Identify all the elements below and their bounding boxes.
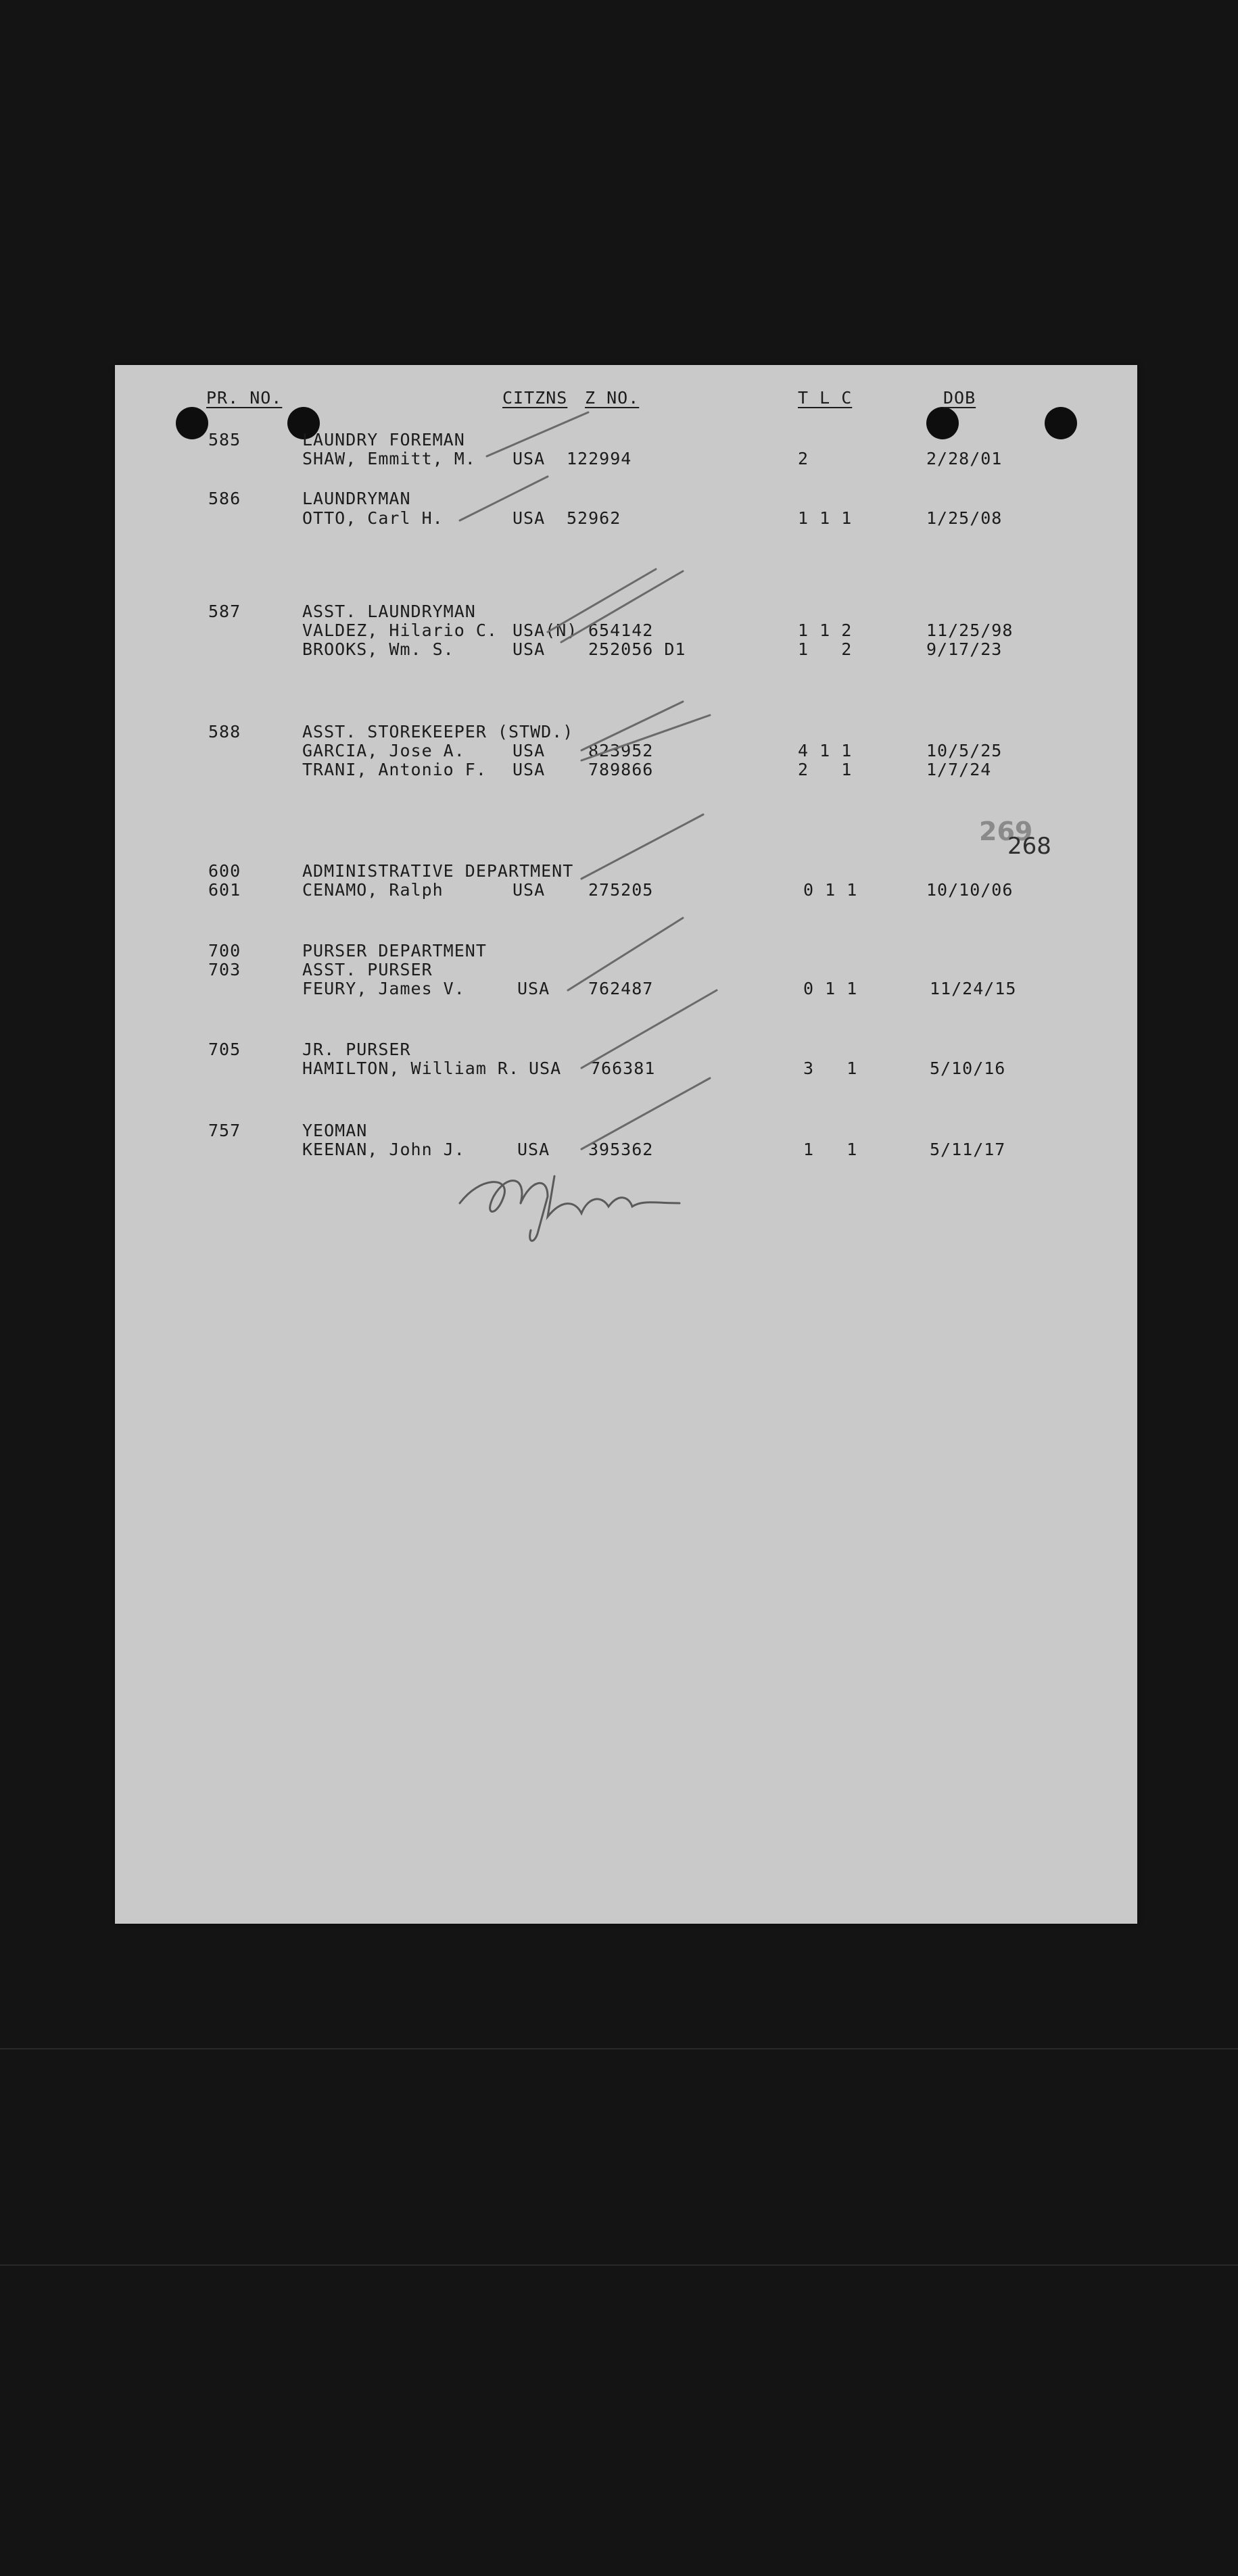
entry-tlc: 0 1 1: [803, 979, 858, 998]
entry-citizenship: USA: [513, 760, 546, 779]
entry-pr-no: 703: [208, 960, 241, 979]
entry-dob: 5/10/16: [930, 1059, 1006, 1078]
entry-z-number: 766381: [590, 1059, 656, 1078]
entry-z-number: 52962: [567, 508, 621, 528]
entry-citizenship: USA: [517, 1140, 550, 1159]
entry-name: SHAW, Emmitt, M.: [302, 449, 476, 468]
page-number-stamp-faded: 269: [979, 817, 1033, 846]
punch-hole-left: [176, 407, 208, 439]
entry-tlc: 1 2: [798, 639, 853, 659]
entry-dob: 2/28/01: [926, 449, 1003, 468]
entry-tlc: 1 1: [803, 1140, 858, 1159]
entry-name: TRANI, Antonio F.: [302, 760, 487, 779]
entry-citizenship: USA: [513, 449, 546, 468]
entry-tlc: 2: [798, 449, 809, 468]
entry-dob: 1/7/24: [926, 760, 992, 779]
entry-citizenship: USA: [513, 880, 546, 900]
entry-title: ASST. STOREKEEPER (STWD.): [302, 722, 574, 742]
entry-pr-no: 700: [208, 941, 241, 961]
entry-citizenship: USA: [513, 741, 546, 760]
entry-title: ADMINISTRATIVE DEPARTMENT: [302, 861, 574, 881]
entry-dob: 10/5/25: [926, 741, 1003, 760]
punch-hole-right-1: [926, 407, 959, 439]
entry-z-number: 789866: [588, 760, 654, 779]
entry-z-number: 122994: [567, 449, 632, 468]
check-mark: [581, 990, 717, 1068]
entry-dob: 1/25/08: [926, 508, 1003, 528]
entry-name: BROOKS, Wm. S.: [302, 639, 454, 659]
entry-title: YEOMAN: [302, 1121, 368, 1140]
entry-z-number: 762487: [588, 979, 654, 998]
entry-citizenship: USA(N): [513, 621, 578, 640]
check-mark: [581, 815, 703, 879]
entry-dob: 9/17/23: [926, 639, 1003, 659]
entry-pr-no: 705: [208, 1040, 241, 1059]
entry-z-number: 395362: [588, 1140, 654, 1159]
entry-pr-no: 586: [208, 489, 241, 508]
entry-title: LAUNDRY FOREMAN: [302, 430, 465, 449]
entry-title: JR. PURSER: [302, 1040, 411, 1059]
entry-pr-no: 585: [208, 430, 241, 449]
entry-tlc: 2 1: [798, 760, 853, 779]
entry-tlc: 4 1 1: [798, 741, 853, 760]
entry-dob: 5/11/17: [930, 1140, 1006, 1159]
entry-title: ASST. LAUNDRYMAN: [302, 602, 476, 621]
header-citzns: CITZNS: [502, 388, 568, 408]
header-dob: DOB: [943, 388, 976, 408]
entry-name: VALDEZ, Hilario C.: [302, 621, 498, 640]
entry-name: GARCIA, Jose A.: [302, 741, 465, 760]
document-page: [115, 365, 1137, 1924]
page-number-stamp: 268: [1007, 833, 1051, 860]
entry-dob: 10/10/06: [926, 880, 1014, 900]
entry-dob: 11/25/98: [926, 621, 1014, 640]
entry-z-number: 252056 D1: [588, 639, 686, 659]
entry-pr-no: 588: [208, 722, 241, 742]
entry-name: FEURY, James V.: [302, 979, 465, 998]
entry-tlc: 1 1 2: [798, 621, 853, 640]
entry-dob: 11/24/15: [930, 979, 1017, 998]
entry-tlc: 3 1: [803, 1059, 858, 1078]
header-tlc: T L C: [798, 388, 853, 408]
entry-title: LAUNDRYMAN: [302, 489, 411, 508]
handwritten-signature: [460, 1176, 680, 1241]
entry-name: KEENAN, John J.: [302, 1140, 465, 1159]
entry-citizenship: USA: [513, 508, 546, 528]
entry-name: CENAMO, Ralph: [302, 880, 444, 900]
entry-citizenship: USA: [529, 1059, 562, 1078]
entry-pr-no: 601: [208, 880, 241, 900]
check-mark: [581, 1078, 710, 1149]
punch-hole-right-2: [1045, 407, 1077, 439]
entry-z-number: 823952: [588, 741, 654, 760]
entry-title: ASST. PURSER: [302, 960, 433, 979]
entry-name: HAMILTON, William R.: [302, 1059, 520, 1078]
entry-title: PURSER DEPARTMENT: [302, 941, 487, 961]
entry-citizenship: USA: [513, 639, 546, 659]
entry-citizenship: USA: [517, 979, 550, 998]
entry-z-number: 275205: [588, 880, 654, 900]
entry-tlc: 0 1 1: [803, 880, 858, 900]
header-z-no: Z NO.: [585, 388, 640, 408]
entry-z-number: 654142: [588, 621, 654, 640]
entry-name: OTTO, Carl H.: [302, 508, 444, 528]
header-pr-no: PR. NO.: [206, 388, 283, 408]
entry-pr-no: 600: [208, 861, 241, 881]
entry-pr-no: 757: [208, 1121, 241, 1140]
entry-pr-no: 587: [208, 602, 241, 621]
entry-tlc: 1 1 1: [798, 508, 853, 528]
